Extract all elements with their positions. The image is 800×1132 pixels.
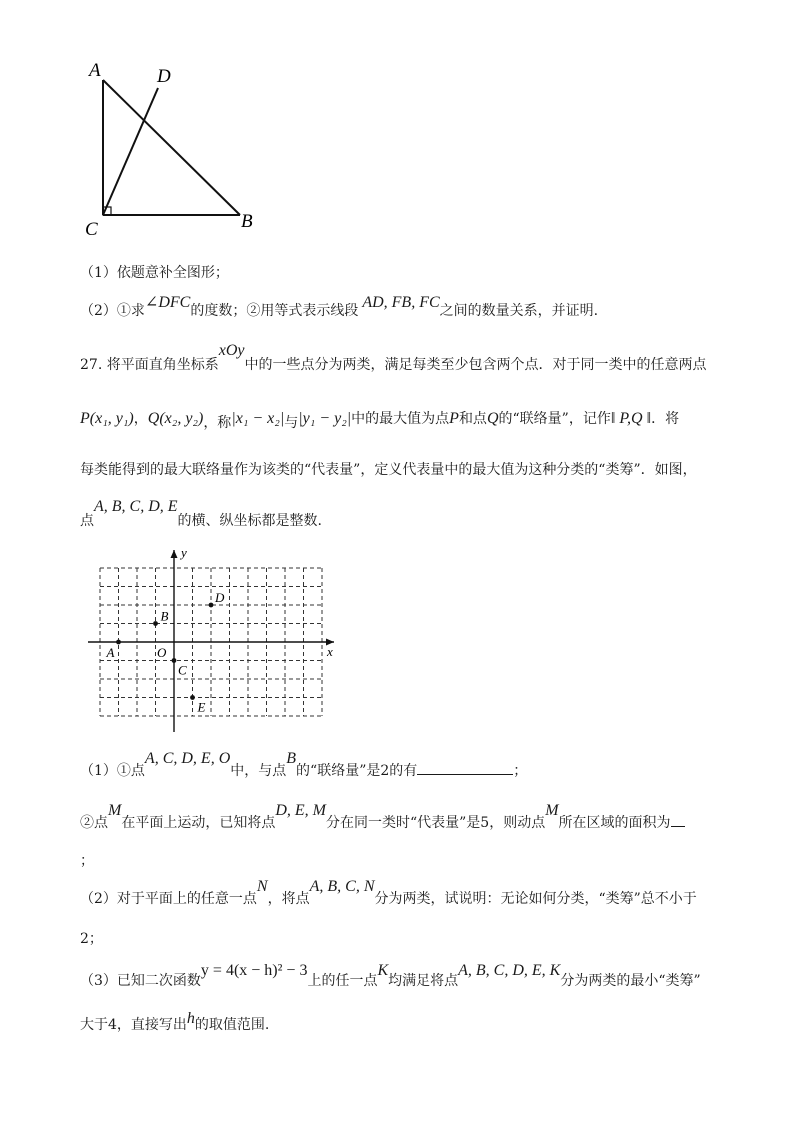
sub1-line3: ； bbox=[80, 853, 94, 869]
sub1-text-d: ； bbox=[513, 763, 528, 779]
point-label-b: B bbox=[160, 608, 169, 624]
q27-points-abcde: A, B, C, D, E bbox=[94, 498, 178, 515]
point-label-d: D bbox=[215, 590, 225, 605]
triangle-figure bbox=[75, 55, 275, 245]
sub1-point-b: B bbox=[286, 750, 297, 767]
sub1-point-m2: M bbox=[545, 802, 559, 819]
y-axis-label: y bbox=[181, 545, 187, 560]
q26-part2-text-c: 之间的数量关系，并证明. bbox=[439, 303, 599, 319]
q27-line1-text-b: 中的一些点分为两类，满足每类至少包含两个点．对于同一类中的任意两点 bbox=[244, 357, 707, 373]
origin-label: O bbox=[157, 645, 167, 660]
sub3-text-a: （3）已知二次函数 bbox=[80, 973, 201, 989]
sub2-point-n: N bbox=[256, 878, 268, 895]
q26-angle-dfc: ∠DFC bbox=[144, 294, 191, 311]
sub1-line2-text-d: 所在区域的面积为 bbox=[558, 815, 671, 831]
point-label-a: A bbox=[106, 645, 115, 660]
q27-line4-text-b: 的横、纵坐标都是整数. bbox=[177, 513, 322, 529]
sub1-point-m: M bbox=[108, 802, 122, 819]
q27-line2-sep: ， bbox=[133, 411, 148, 427]
q27-abs-x: |x₁ − x₂| bbox=[231, 410, 285, 427]
q27-line2-text-f: ．将 bbox=[651, 411, 680, 427]
q27-norm-pq: ‖ P,Q ‖ bbox=[610, 410, 652, 427]
point-label-e: E bbox=[197, 699, 206, 715]
sub1-text-b: 中，与点 bbox=[230, 763, 287, 779]
q27-line2-text-e: 的“联络量”，记作 bbox=[498, 411, 611, 427]
label-D: D bbox=[157, 66, 171, 87]
sub2-line2: 2； bbox=[80, 931, 103, 947]
sub3-line2 bbox=[80, 1008, 270, 1033]
sub1-line2-text-b: 在平面上运动，已知将点 bbox=[121, 815, 276, 831]
q26-part2-text-b: 的度数；②用等式表示线段 bbox=[190, 303, 359, 319]
q27-line2-text-d: 和点 bbox=[458, 411, 487, 427]
q27-line2-text-b: 与 bbox=[284, 415, 299, 431]
q27-line2 bbox=[80, 408, 680, 431]
sub1-text-c: 的“联络量”是2的有 bbox=[296, 763, 418, 779]
q26-part2-text-a: （2）①求 bbox=[80, 303, 145, 319]
sub3-text-c: 均满足将点 bbox=[388, 973, 459, 989]
q27-line2-text-a: ，称 bbox=[203, 415, 232, 431]
sub2-text-b: ，将点 bbox=[267, 891, 310, 907]
sub3-quadratic: y = 4(x − h)² − 3 bbox=[200, 962, 308, 979]
sub3-var-h: h bbox=[186, 1010, 195, 1027]
sub3-text-d: 分为两类的最小“类筹” bbox=[560, 973, 701, 989]
sub1-line1 bbox=[80, 748, 528, 779]
sub3-line2-text-b: 的取值范围. bbox=[194, 1017, 270, 1033]
point-b bbox=[153, 621, 158, 626]
q27-var-p: P bbox=[449, 410, 459, 427]
q27-point-p: P(x₁, y₁) bbox=[80, 410, 134, 427]
q27-line3: 每类能得到的最大联络量作为该类的“代表量”，定义代表量中的最大值为这种分类的“类筹”．如图， bbox=[80, 462, 697, 478]
point-e bbox=[190, 695, 195, 700]
q27-line1-text-a: 27. 将平面直角坐标系 bbox=[80, 357, 219, 373]
x-axis-label: x bbox=[327, 644, 333, 659]
q27-line2-text-c: 中的最大值为点 bbox=[351, 411, 450, 427]
sub2-points-abcn: A, B, C, N bbox=[309, 878, 375, 895]
sub1-text-a: （1）①点 bbox=[80, 763, 145, 779]
y-axis-arrow bbox=[171, 550, 178, 558]
q27-point-q: Q(x₂, y₂) bbox=[147, 410, 204, 427]
sub1-points-dem: D, E, M bbox=[275, 802, 326, 819]
sub1-answer-blank[interactable] bbox=[417, 774, 513, 775]
sub1-points: A, C, D, E, O bbox=[144, 750, 231, 767]
q27-line4-text-a: 点 bbox=[80, 513, 94, 529]
sub1-line2-text-c: 分在同一类时“代表量”是5，则动点 bbox=[325, 815, 546, 831]
q27-line4 bbox=[80, 496, 322, 529]
sub3-text-b: 上的任一点 bbox=[307, 973, 378, 989]
sub3-line1 bbox=[80, 960, 701, 989]
sub2-text-a: （2）对于平面上的任意一点 bbox=[80, 891, 257, 907]
label-C: C bbox=[85, 219, 98, 240]
sub3-point-k: K bbox=[377, 962, 389, 979]
q26-part2 bbox=[80, 292, 598, 322]
point-d bbox=[209, 603, 214, 608]
point-a bbox=[116, 640, 121, 645]
q27-line1 bbox=[80, 340, 707, 373]
point-label-c: C bbox=[178, 662, 187, 678]
sub1-line2-text-a: ②点 bbox=[80, 815, 108, 831]
q27-plane-xoy: xOy bbox=[218, 342, 245, 359]
sub2-line1 bbox=[80, 876, 697, 907]
sub1-area-blank[interactable] bbox=[671, 826, 685, 827]
coordinate-grid bbox=[80, 540, 350, 740]
sub2-text-c: 分为两类，试说明：无论如何分类，“类筹”总不小于 bbox=[374, 891, 697, 907]
sub3-line2-text-a: 大于4，直接写出 bbox=[80, 1017, 187, 1033]
q26-segments: AD, FB, FC bbox=[362, 294, 440, 311]
sub3-points: A, B, C, D, E, K bbox=[458, 962, 561, 979]
segment-AB bbox=[103, 80, 240, 215]
sub1-line2 bbox=[80, 800, 685, 831]
label-A: A bbox=[89, 60, 101, 81]
q26-part1: （1）依题意补全图形； bbox=[80, 265, 229, 281]
label-B: B bbox=[241, 211, 253, 232]
point-c bbox=[172, 658, 177, 663]
q27-abs-y: |y₁ − y₂| bbox=[298, 410, 352, 427]
q27-var-q: Q bbox=[486, 410, 499, 427]
